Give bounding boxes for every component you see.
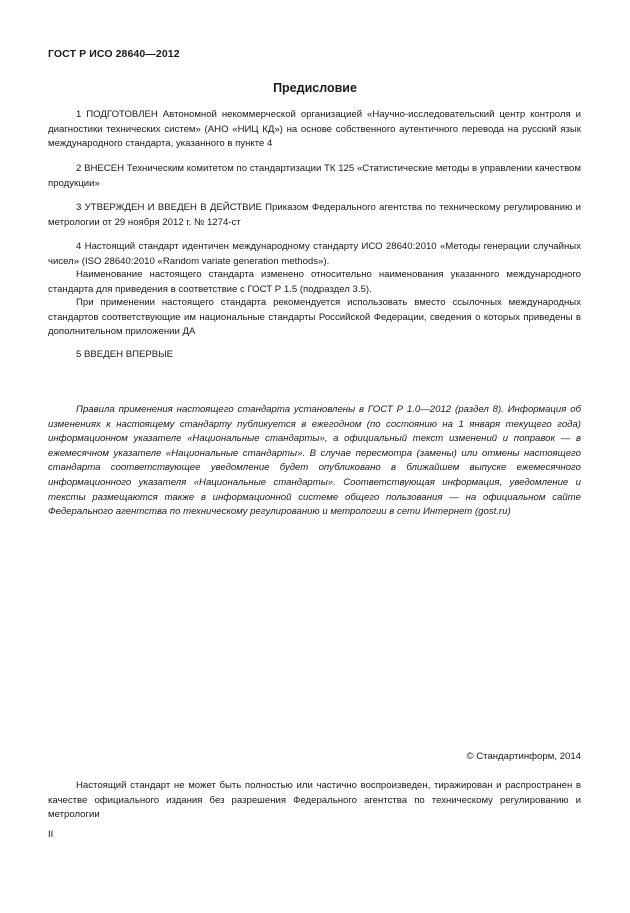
paragraph-2-submitted: 2 ВНЕСЕН Техническим комитетом по стандартизации ТК 125 «Статистические методы в управлении качеством продукции»	[48, 163, 581, 189]
paragraph-1-prepared: 1 ПОДГОТОВЛЕН Автономной некоммерческой организацией «Научно-исследовательский центр контроля и диагностики технических систем» (АНО «НИЦ КД») на основе собственного аутентичного перевода на русский язык международного стандарта, указанного в пункте 4	[48, 109, 581, 150]
copyright: © Стандартинформ, 2014	[466, 751, 581, 762]
paragraph-4-name-change: Наименование настоящего стандарта изменено относительно наименования указанного международного стандарта для приведения в соответствие с ГОСТ Р 1.5 (подраздел 3.5).	[48, 269, 581, 295]
paragraph-4-identical: 4 Настоящий стандарт идентичен международному стандарту ИСО 28640:2010 «Методы генерации случайных чисел» (ISO 28640:2010 «Random variate generation methods»).	[48, 241, 581, 267]
paragraph-3-approved: 3 УТВЕРЖДЕН И ВВЕДЕН В ДЕЙСТВИЕ Приказом Федерального агентства по техническому регулированию и метрологии от 29 ноября 2012 г. № 1274-ст	[48, 202, 581, 228]
application-rules-notice: Правила применения настоящего стандарта установлены в ГОСТ Р 1.0—2012 (раздел 8). Информация об изменениях к настоящему стандарту публикуется в ежегодном (по состоянию на 1 января текущего года) информационном указателе «Национальные стандарты», а официальный текст изменений и поправок — в ежемесячном указателе «Национальные стандарты». В случае пересмотра (замены) или отмены настоящего стандарта соответствующее уведомление будет опубликовано в ближайшем выпуске ежемесячного информационного указателя «Национальные стандарты». Соответствующая информация, уведомление и тексты размещаются также в информационной системе общего пользования — на официальном сайте Федерального агентства по техническому регулированию и метрологии в сети Интернет (gost.ru)	[48, 404, 581, 518]
document-code: ГОСТ Р ИСО 28640—2012	[48, 48, 180, 60]
paragraph-4-references: При применении настоящего стандарта рекомендуется использовать вместо ссылочных международных стандартов соответствующие им национальные стандарты Российской Федерации, сведения о которых приведены в дополнительном приложении ДА	[48, 297, 581, 338]
page-number: II	[48, 829, 54, 840]
paragraph-5-introduced: 5 ВВЕДЕН ВПЕРВЫЕ	[76, 349, 174, 360]
reproduction-notice: Настоящий стандарт не может быть полностью или частично воспроизведен, тиражирован и распространен в качестве официального издания без разрешения Федерального агентства по техническому регулированию и метрологии	[48, 780, 581, 821]
page-title: Предисловие	[273, 81, 357, 95]
